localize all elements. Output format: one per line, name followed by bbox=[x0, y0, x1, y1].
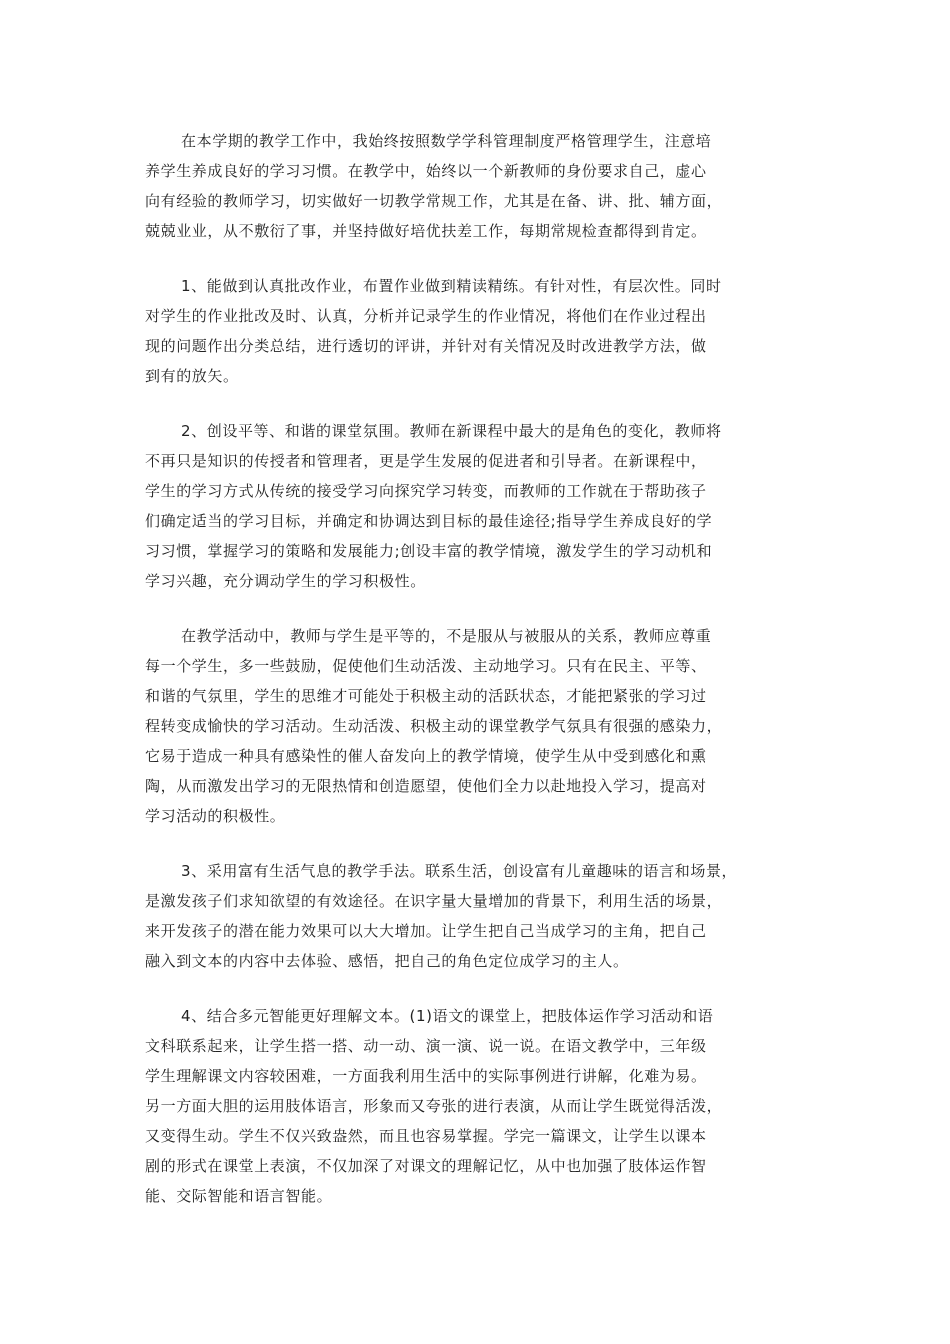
text-line: 和谐的气氛里，学生的思维才可能处于积极主动的活跃状态，才能把紧张的学习过 bbox=[145, 687, 707, 705]
text-line: 程转变成愉快的学习活动。生动活泼、积极主动的课堂教学气氛具有很强的感染力， bbox=[145, 717, 723, 735]
paragraph-classroom-activity bbox=[145, 621, 810, 831]
text-line: 学习活动的积极性。 bbox=[145, 807, 286, 825]
text-line: 对学生的作业批改及时、认真，分析并记录学生的作业情况，将他们在作业过程出 bbox=[145, 307, 707, 325]
text-line: 融入到文本的内容中去体验、感悟，把自己的角色定位成学习的主人。 bbox=[145, 952, 629, 970]
text-line: 剧的形式在课堂上表演，不仅加深了对课文的理解记忆，从中也加强了肢体运作智 bbox=[145, 1157, 707, 1175]
text-line: 养学生养成良好的学习习惯。在教学中，始终以一个新教师的身份要求自己，虚心 bbox=[145, 162, 707, 180]
text-line: 另一方面大胆的运用肢体语言，形象而又夸张的进行表演，从而让学生既觉得活泼， bbox=[145, 1097, 723, 1115]
paragraph-point-1 bbox=[145, 271, 810, 391]
text-line: 向有经验的教师学习，切实做好一切教学常规工作，尤其是在备、讲、批、辅方面， bbox=[145, 192, 723, 210]
text-line: 每一个学生，多一些鼓励，促使他们生动活泼、主动地学习。只有在民主、平等、 bbox=[145, 657, 707, 675]
text-line: 在教学活动中，教师与学生是平等的，不是服从与被服从的关系，教师应尊重 bbox=[181, 627, 712, 645]
text-line: 学习兴趣，充分调动学生的学习积极性。 bbox=[145, 572, 426, 590]
text-line: 学生的学习方式从传统的接受学习向探究学习转变，而教师的工作就在于帮助孩子 bbox=[145, 482, 707, 500]
document-body bbox=[145, 126, 810, 1211]
paragraph-point-2 bbox=[145, 416, 810, 596]
text-line: 又变得生动。学生不仅兴致盎然，而且也容易掌握。学完一篇课文，让学生以课本 bbox=[145, 1127, 707, 1145]
text-line: 2、创设平等、和谐的课堂氛围。教师在新课程中最大的是角色的变化，教师将 bbox=[181, 422, 722, 440]
text-line: 兢兢业业，从不敷衍了事，并坚持做好培优扶差工作，每期常规检查都得到肯定。 bbox=[145, 222, 707, 240]
paragraph-point-4 bbox=[145, 1001, 810, 1211]
text-line: 们确定适当的学习目标，并确定和协调达到目标的最佳途径;指导学生养成良好的学 bbox=[145, 512, 713, 530]
text-line: 4、结合多元智能更好理解文本。(1)语文的课堂上，把肢体运作学习活动和语 bbox=[181, 1007, 714, 1025]
paragraph-point-3 bbox=[145, 856, 810, 976]
text-line: 不再只是知识的传授者和管理者，更是学生发展的促进者和引导者。在新课程中， bbox=[145, 452, 707, 470]
text-line: 陶，从而激发出学习的无限热情和创造愿望，使他们全力以赴地投入学习，提高对 bbox=[145, 777, 707, 795]
text-line: 学生理解课文内容较困难，一方面我利用生活中的实际事例进行讲解，化难为易。 bbox=[145, 1067, 707, 1085]
text-line: 是激发孩子们求知欲望的有效途径。在识字量大量增加的背景下，利用生活的场景， bbox=[145, 892, 723, 910]
text-line: 到有的放矢。 bbox=[145, 367, 239, 385]
text-line: 1、能做到认真批改作业，布置作业做到精读精练。有针对性，有层次性。同时 bbox=[181, 277, 722, 295]
text-line: 3、采用富有生活气息的教学手法。联系生活，创设富有儿童趣味的语言和场景， bbox=[181, 862, 738, 880]
text-line: 习习惯，掌握学习的策略和发展能力;创设丰富的教学情境，激发学生的学习动机和 bbox=[145, 542, 713, 560]
text-line: 它易于造成一种具有感染性的催人奋发向上的教学情境，使学生从中受到感化和熏 bbox=[145, 747, 707, 765]
paragraph-intro bbox=[145, 126, 810, 246]
text-line: 现的问题作出分类总结，进行透切的评讲，并针对有关情况及时改进教学方法，做 bbox=[145, 337, 707, 355]
text-line: 能、交际智能和语言智能。 bbox=[145, 1187, 333, 1205]
text-line: 文科联系起来，让学生搭一搭、动一动、演一演、说一说。在语文教学中，三年级 bbox=[145, 1037, 707, 1055]
text-line: 在本学期的教学工作中，我始终按照数学学科管理制度严格管理学生，注意培 bbox=[181, 132, 712, 150]
text-line: 来开发孩子的潜在能力效果可以大大增加。让学生把自己当成学习的主角，把自己 bbox=[145, 922, 707, 940]
